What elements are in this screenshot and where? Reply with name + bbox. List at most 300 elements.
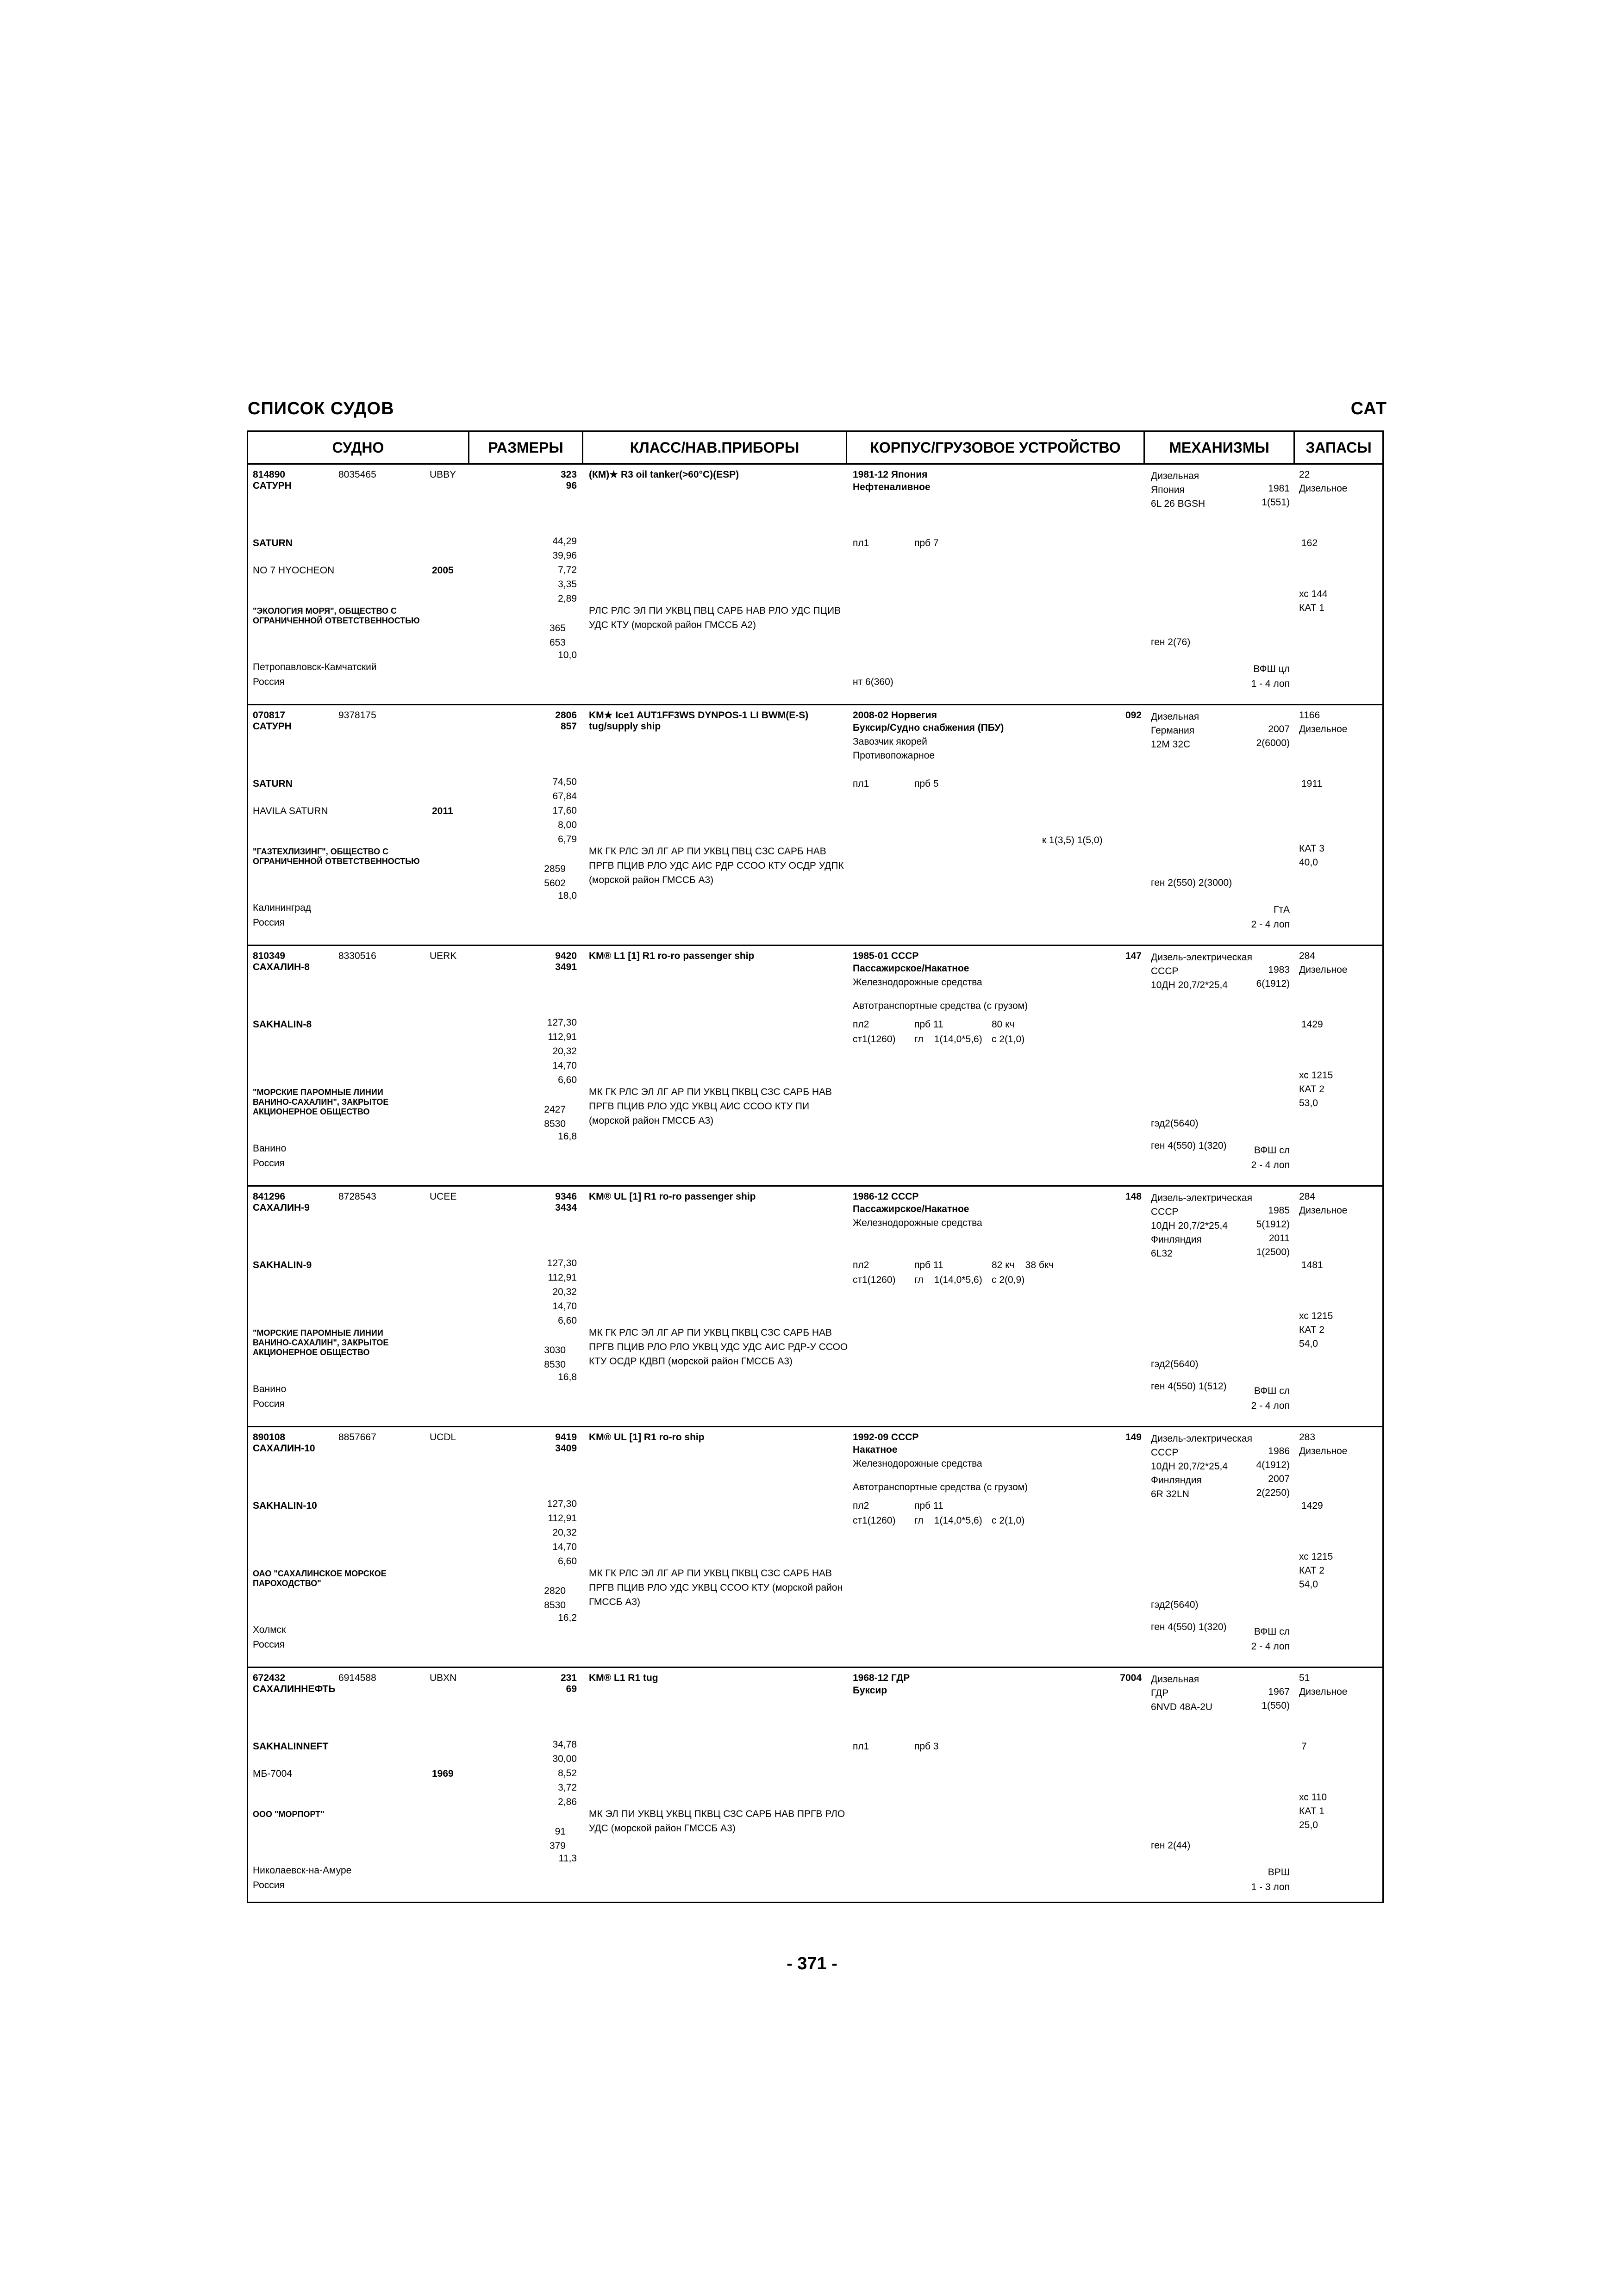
speed-value: 18,0: [558, 890, 577, 901]
engine-info: [1151, 710, 1199, 752]
tonnage-block: [512, 1432, 577, 1454]
text-line: 20,32: [552, 1527, 577, 1538]
page-number: - 371 -: [787, 1954, 837, 1973]
dimensions-block: [512, 1256, 577, 1328]
tonnage-block: [512, 1191, 577, 1213]
build-date-country: 2008-02 Норвегия: [853, 710, 937, 721]
text-line: Противопожарное: [853, 750, 935, 761]
engine2-info: [1151, 1233, 1202, 1261]
cargo-cell: ст1(1260): [853, 1515, 896, 1526]
imo-number: 9378175: [338, 710, 376, 721]
text-line: 5602: [544, 878, 566, 889]
text-line: 3434: [555, 1202, 577, 1213]
text-line: 6,79: [558, 834, 577, 845]
cargo-cell: прб 11: [914, 1500, 943, 1511]
text-line: 112,91: [548, 1513, 577, 1524]
text-line: Железнодорожные средства: [853, 977, 982, 988]
former-name: NO 7 HYOCHEON: [253, 565, 335, 576]
propeller: [1197, 1865, 1290, 1895]
vessel-record: [248, 465, 1382, 705]
dimensions-block: [512, 775, 577, 846]
text-line: 6R 32LN: [1151, 1489, 1189, 1500]
vessel-latin-name: SAKHALINNEFT: [253, 1741, 329, 1752]
text-line: 67,84: [552, 791, 577, 802]
text-line: Дизельная: [1151, 471, 1199, 481]
stores-fuel-qty: 1166: [1299, 710, 1320, 721]
text-line: Финляндия: [1151, 1234, 1202, 1245]
col-header-vessel: СУДНО: [248, 432, 469, 463]
text-line: Накатное: [853, 1444, 898, 1455]
text-line: 9419: [555, 1432, 577, 1443]
text-line: 2427: [544, 1104, 566, 1115]
text-line: ген 2(550) 2(3000): [1151, 877, 1232, 888]
text-line: 2 - 4 лоп: [1251, 1641, 1290, 1652]
vessel-record: [248, 1668, 1382, 1905]
stores-water: 7: [1301, 1741, 1307, 1752]
cargo-cell: пл1: [853, 778, 869, 789]
text-line: 8530: [544, 1600, 566, 1611]
former-name-year: 2011: [432, 806, 453, 816]
build-date-country: 1985-01 СССР: [853, 951, 919, 961]
stores-fuel-qty: 283: [1299, 1432, 1316, 1443]
text-line: Буксир: [853, 1685, 887, 1696]
vessel-latin-name: SAKHALIN-9: [253, 1260, 312, 1270]
vessel-latin-name: SATURN: [253, 778, 293, 789]
vessel-name: САТУРН: [253, 480, 292, 491]
speed-value: 16,8: [558, 1372, 577, 1382]
vessel-latin-name: SAKHALIN-10: [253, 1500, 317, 1511]
call-sign: UBXN: [430, 1673, 457, 1683]
generators: [1151, 872, 1232, 894]
text-line: ВФШ сл: [1254, 1626, 1290, 1637]
stores-water: 162: [1301, 538, 1318, 548]
class-notation: KM® UL [1] R1 ro-ro passenger ship: [589, 1191, 756, 1202]
speed-value: 16,2: [558, 1612, 577, 1623]
stores-fuel-qty: 284: [1299, 1191, 1316, 1202]
reg-number: 814890: [253, 469, 286, 480]
vessel-type: [853, 1443, 1028, 1494]
text-line: СССР: [1151, 1207, 1179, 1217]
cargo-cell: пл2: [853, 1019, 869, 1030]
engine2-year: 2011: [1268, 1233, 1290, 1244]
call-sign: UERK: [430, 951, 457, 961]
text-line: ВФШ цл: [1253, 664, 1290, 674]
text-line: 365: [549, 623, 566, 634]
generators: [1151, 631, 1190, 653]
text-line: ВФШ сл: [1254, 1386, 1290, 1396]
cargo-cell: прб 3: [914, 1741, 939, 1752]
call-sign: UBBY: [430, 469, 456, 480]
text-line: 2806: [555, 710, 577, 721]
engine-power: 2(6000): [1256, 738, 1290, 748]
text-line: ОАО "САХАЛИНСКОЕ МОРСКОЕ: [253, 1569, 387, 1578]
engine-year: 1981: [1268, 483, 1290, 494]
text-line: 2,89: [558, 593, 577, 604]
cargo-cell: с 2(0,9): [992, 1275, 1025, 1285]
stores-hs: хс 1215: [1299, 1551, 1333, 1562]
propeller: [1197, 1624, 1290, 1654]
build-number: 092: [1125, 710, 1142, 721]
engine2-year: 2007: [1268, 1474, 1290, 1484]
flag-country: Россия: [253, 1639, 285, 1650]
vessel-name: САХАЛИН-10: [253, 1443, 315, 1454]
text-line: 6L32: [1151, 1248, 1173, 1259]
text-line: ВРШ: [1268, 1867, 1290, 1878]
build-date-country: 1992-09 СССР: [853, 1432, 919, 1443]
engine-info: [1151, 469, 1205, 511]
text-line: Япония: [1151, 485, 1185, 495]
text-line: 8530: [544, 1119, 566, 1129]
nav-equipment: РЛС РЛС ЭЛ ПИ УКВЦ ПВЦ САРБ НАВ РЛО УДС ПЦИВ УДС КТУ (морской район ГМССБ А2): [589, 605, 841, 630]
text-line: 14,70: [552, 1060, 577, 1071]
text-line: ГтА: [1274, 904, 1290, 915]
cargo-cell: ст1(1260): [853, 1034, 896, 1045]
text-line: 8530: [544, 1359, 566, 1370]
vessel-type: [853, 1684, 887, 1698]
former-name-year: 1969: [432, 1768, 454, 1779]
text-line: 112,91: [548, 1032, 577, 1042]
cargo-cell: прб 5: [914, 778, 939, 789]
col-header-hull: КОРПУС/ГРУЗОВОЕ УСТРОЙСТВО: [847, 432, 1145, 463]
engine-year: 2007: [1268, 724, 1290, 734]
vessel-name: САТУРН: [253, 721, 292, 732]
engine-power: 1(551): [1262, 497, 1290, 508]
home-port: Ванино: [253, 1143, 287, 1154]
text-line: Нефтеналивное: [853, 482, 931, 492]
text-line: 74,50: [552, 777, 577, 787]
text-line: 7,72: [558, 565, 577, 575]
vessel-type: [853, 721, 1004, 763]
engine-power: 5(1912): [1256, 1219, 1290, 1230]
cargo-cell: пл1: [853, 1741, 869, 1752]
stores-category: КАТ 2: [1299, 1565, 1324, 1576]
text-line: 34,78: [552, 1739, 577, 1750]
text-line: Дизельная: [1151, 1674, 1199, 1685]
stores-category: КАТ 2: [1299, 1325, 1324, 1335]
stores-water: 1429: [1301, 1019, 1323, 1030]
cargo-cell: 82 кч 38 бкч: [992, 1260, 1054, 1270]
reg-number: 070817: [253, 710, 286, 721]
stores-fuel-type: Дизельное: [1299, 1205, 1348, 1216]
cargo-cell: пл1: [853, 538, 869, 548]
engine-power: 1(550): [1262, 1700, 1290, 1711]
text-line: 12M 32C: [1151, 739, 1191, 750]
nav-equipment: МК ГК РЛС ЭЛ ЛГ АР ПИ УКВЦ ПКВЦ СЗС САРБ НАВ ПРГВ ПЦИВ РЛО УДС УКВЦ АИС ССОО КТУ ПИ (морской район ГМССБ А3): [589, 1087, 832, 1126]
stores-water: 1481: [1301, 1260, 1323, 1270]
cargo-cell: с 2(1,0): [992, 1034, 1025, 1045]
text-line: 323: [560, 469, 577, 480]
text-line: гэд2(5640): [1151, 1118, 1199, 1129]
vessel-name: САХАЛИННЕФТЬ: [253, 1684, 336, 1694]
text-line: 6,60: [558, 1556, 577, 1567]
text-line: 857: [560, 721, 577, 732]
text-line: [853, 989, 1028, 999]
cargo-cell: гл 1(14,0*5,6): [914, 1515, 982, 1526]
imo-number: 8857667: [338, 1432, 376, 1443]
engine-year: 1985: [1268, 1205, 1290, 1216]
text-line: 653: [549, 637, 566, 648]
class-notation: KM® L1 [1] R1 ro-ro passenger ship: [589, 951, 755, 961]
nav-equipment: МК ГК РЛС ЭЛ ЛГ АР ПИ УКВЦ ПКВЦ СЗС САРБ НАВ ПРГВ ПЦИВ РЛО УДС УКВЦ ССОО КТУ (морской район ГМССБ А3): [589, 1568, 843, 1607]
stores-extra: 40,0: [1299, 857, 1318, 868]
reg-number: 810349: [253, 951, 286, 961]
tonnage-block: [512, 951, 577, 973]
engine-power: 4(1912): [1256, 1460, 1290, 1470]
stores-fuel-qty: 51: [1299, 1673, 1310, 1683]
text-line: 69: [566, 1684, 577, 1694]
home-port: Петропавловск-Камчатский: [253, 662, 377, 672]
text-line: гэд2(5640): [1151, 1599, 1199, 1610]
former-name-year: 2005: [432, 565, 454, 576]
deadweight-block: [501, 621, 566, 650]
text-line: 17,60: [552, 805, 577, 816]
text-line: Автотранспортные средства (с грузом): [853, 1001, 1028, 1011]
col-header-machinery: МЕХАНИЗМЫ: [1145, 432, 1295, 463]
text-line: СССР: [1151, 966, 1179, 977]
text-line: 30,00: [552, 1754, 577, 1764]
text-line: 3,35: [558, 579, 577, 590]
text-line: 2 - 4 лоп: [1251, 1400, 1290, 1411]
home-port: Холмск: [253, 1624, 286, 1635]
imo-number: 8035465: [338, 469, 376, 480]
former-name: HAVILA SATURN: [253, 806, 328, 816]
text-line: Автотранспортные средства (с грузом): [853, 1482, 1028, 1493]
text-line: Железнодорожные средства: [853, 1458, 982, 1469]
text-line: СССР: [1151, 1447, 1179, 1458]
stores-hs: хс 144: [1299, 589, 1328, 599]
text-line: АКЦИОНЕРНОЕ ОБЩЕСТВО: [253, 1107, 370, 1116]
stores-category: КАТ 1: [1299, 603, 1324, 613]
text-line: ген 4(550) 1(512): [1151, 1381, 1227, 1392]
text-line: 6NVD 48A-2U: [1151, 1702, 1213, 1712]
propeller: [1197, 902, 1290, 932]
owner: [253, 847, 420, 866]
text-line: 20,32: [552, 1046, 577, 1057]
text-line: 127,30: [547, 1258, 577, 1269]
engine-year: 1983: [1268, 964, 1290, 975]
cargo-cell: прб 11: [914, 1260, 943, 1270]
text-line: "МОРСКИЕ ПАРОМНЫЕ ЛИНИИ: [253, 1088, 383, 1097]
stores-hs: хс 1215: [1299, 1070, 1333, 1081]
text-line: ген 4(550) 1(320): [1151, 1622, 1227, 1632]
text-line: 8,52: [558, 1768, 577, 1779]
text-line: ген 2(76): [1151, 637, 1191, 647]
propeller: [1197, 1384, 1290, 1413]
text-line: 14,70: [552, 1542, 577, 1552]
build-number: 147: [1125, 951, 1142, 961]
cargo-cranes: к 1(3,5) 1(5,0): [1042, 835, 1103, 846]
text-line: 14,70: [552, 1301, 577, 1312]
col-header-stores: ЗАПАСЫ: [1305, 439, 1372, 456]
owner: [253, 1088, 388, 1117]
cargo-cell: гл 1(14,0*5,6): [914, 1034, 982, 1045]
call-sign: UCEE: [430, 1191, 457, 1202]
engine-info: [1151, 1673, 1212, 1714]
text-line: 127,30: [547, 1017, 577, 1028]
owner: [253, 1328, 388, 1357]
dimensions-block: [512, 1015, 577, 1087]
text-line: Дизельная: [1151, 711, 1199, 722]
vessel-latin-name: SATURN: [253, 538, 293, 548]
stores-extra: 54,0: [1299, 1338, 1318, 1349]
nav-equipment: МК ЭЛ ПИ УКВЦ УКВЦ ПКВЦ СЗС САРБ НАВ ПРГВ РЛО УДС (морской район ГМССБ А3): [589, 1809, 845, 1834]
text-line: ПАРОХОДСТВО": [253, 1579, 321, 1588]
engine2-info: [1151, 1474, 1202, 1501]
nav-equipment: МК ГК РЛС ЭЛ ЛГ АР ПИ УКВЦ ПКВЦ СЗС САРБ НАВ ПРГВ ПЦИВ РЛО РЛО УКВЦ УДС УДС АИС РДР-У ССОО КТУ ОСДР КДВП (морской район ГМССБ А3): [589, 1327, 848, 1367]
text-line: "ГАЗТЕХЛИЗИНГ", ОБЩЕСТВО С: [253, 847, 389, 856]
cargo-cell: прб 11: [914, 1019, 943, 1030]
text-line: 1 - 3 лоп: [1251, 1882, 1290, 1892]
text-line: 6L 26 BGSH: [1151, 498, 1206, 509]
speed-value: 10,0: [558, 650, 577, 660]
vessel-record: [248, 705, 1382, 946]
tonnage-block: [512, 1673, 577, 1695]
engine-power: 6(1912): [1256, 978, 1290, 989]
flag-country: Россия: [253, 677, 285, 687]
stores-extra: 53,0: [1299, 1098, 1318, 1108]
text-line: "МОРСКИЕ ПАРОМНЫЕ ЛИНИИ: [253, 1328, 383, 1338]
propeller: [1197, 662, 1290, 691]
text-line: Германия: [1151, 725, 1195, 736]
text-line: 231: [560, 1673, 577, 1683]
deadweight-block: [501, 1343, 566, 1372]
vessel-type: [853, 480, 931, 494]
build-number: 149: [1125, 1432, 1142, 1443]
text-line: 127,30: [547, 1499, 577, 1509]
text-line: Пассажирское/Накатное: [853, 1204, 969, 1214]
vessel-record: [248, 1187, 1382, 1427]
vessel-latin-name: SAKHALIN-8: [253, 1019, 312, 1030]
text-line: ВАНИНО-САХАЛИН", ЗАКРЫТОЕ: [253, 1338, 389, 1347]
text-line: 9346: [555, 1191, 577, 1202]
deadweight-block: [501, 1584, 566, 1612]
stores-fuel-type: Дизельное: [1299, 724, 1348, 734]
stores-fuel-qty: 284: [1299, 951, 1316, 961]
build-number: 148: [1125, 1191, 1142, 1202]
text-line: 2 - 4 лоп: [1251, 919, 1290, 930]
deadweight-block: [501, 862, 566, 890]
class-notation: KM★ Ice1 AUT1FF3WS DYNPOS-1 LI BWM(E-S): [589, 710, 809, 721]
text-line: 20,32: [552, 1287, 577, 1297]
stores-hs: хс 1215: [1299, 1311, 1333, 1321]
text-line: 44,29: [552, 536, 577, 547]
cargo-cell: прб 7: [914, 538, 939, 548]
text-line: [853, 1471, 1028, 1481]
stores-hs: хс 110: [1299, 1792, 1327, 1803]
text-line: Пассажирское/Накатное: [853, 963, 969, 974]
deadweight-block: [501, 1102, 566, 1131]
cargo-cell: пл2: [853, 1260, 869, 1270]
nav-equipment: МК ГК РЛС ЭЛ ЛГ АР ПИ УКВЦ ПВЦ СЗС САРБ НАВ ПРГВ ПЦИВ РЛО УДС АИС РДР ССОО КТУ ОСДР УДПК (морской район ГМССБ А3): [589, 846, 844, 885]
flag-country: Россия: [253, 1880, 285, 1891]
propeller: [1197, 1143, 1290, 1173]
page-code: САТ: [1350, 399, 1387, 418]
engine-year: 1967: [1268, 1686, 1290, 1697]
build-date-country: 1968-12 ГДР: [853, 1673, 910, 1683]
text-line: 91: [555, 1826, 566, 1837]
flag-country: Россия: [253, 917, 285, 928]
stores-fuel-type: Дизельное: [1299, 1446, 1348, 1456]
reg-number: 841296: [253, 1191, 286, 1202]
text-line: ВФШ сл: [1254, 1145, 1290, 1156]
stores-water: 1429: [1301, 1500, 1323, 1511]
text-line: ООО "МОРПОРТ": [253, 1810, 325, 1819]
text-line: ОГРАНИЧЕННОЙ ОТВЕТСТВЕННОСТЬЮ: [253, 857, 420, 866]
text-line: 6,60: [558, 1315, 577, 1326]
deadweight-block: [501, 1824, 566, 1853]
speed-value: 11,3: [558, 1853, 577, 1864]
text-line: Завозчик якорей: [853, 736, 927, 747]
generators: [1151, 1835, 1190, 1857]
owner: [253, 606, 420, 626]
flag-country: Россия: [253, 1158, 285, 1169]
engine2-power: 2(2250): [1256, 1487, 1290, 1498]
text-line: 3409: [555, 1443, 577, 1454]
text-line: ген 4(550) 1(320): [1151, 1140, 1227, 1151]
stores-fuel-type: Дизельное: [1299, 483, 1348, 494]
stores-water: 1911: [1301, 778, 1323, 789]
vessel-type: [853, 962, 1028, 1013]
text-line: 9420: [555, 951, 577, 961]
stores-category: КАТ 1: [1299, 1806, 1324, 1817]
text-line: Буксир/Судно снабжения (ПБУ): [853, 722, 1004, 733]
home-port: Ванино: [253, 1384, 287, 1394]
text-line: 2859: [544, 864, 566, 874]
text-line: Дизель-электрическая: [1151, 1433, 1252, 1444]
text-line: 6,60: [558, 1075, 577, 1085]
vessel-record: [248, 946, 1382, 1187]
stores-extra: 54,0: [1299, 1579, 1318, 1590]
text-line: 2 - 4 лоп: [1251, 1160, 1290, 1170]
text-line: 10ДН 20,7/2*25,4: [1151, 980, 1228, 990]
text-line: Дизель-электрическая: [1151, 1193, 1252, 1203]
stores-category: КАТ 2: [1299, 1084, 1324, 1095]
vessel-record: [248, 1427, 1382, 1668]
col-header-class: КЛАСС/НАВ.ПРИБОРЫ: [583, 432, 847, 463]
text-line: гэд2(5640): [1151, 1359, 1199, 1369]
tonnage-block: [512, 710, 577, 732]
home-port: Калининград: [253, 902, 312, 913]
text-line: 10ДН 20,7/2*25,4: [1151, 1220, 1228, 1231]
text-line: 3030: [544, 1345, 566, 1356]
engine2-power: 1(2500): [1256, 1247, 1290, 1257]
text-line: 39,96: [552, 550, 577, 561]
stores-fuel-qty: 22: [1299, 469, 1310, 480]
text-line: 112,91: [548, 1272, 577, 1283]
text-line: "ЭКОЛОГИЯ МОРЯ", ОБЩЕСТВО С: [253, 606, 397, 616]
text-line: Финляндия: [1151, 1475, 1202, 1486]
vessel-type: [853, 1202, 982, 1230]
cargo-cell: пл2: [853, 1500, 869, 1511]
owner: [253, 1810, 325, 1819]
imo-number: 8330516: [338, 951, 376, 961]
class-subtype: tug/supply ship: [589, 721, 661, 732]
dimensions-block: [512, 534, 577, 606]
home-port: Николаевск-на-Амуре: [253, 1865, 352, 1876]
class-notation: KM® L1 R1 tug: [589, 1673, 658, 1683]
ship-table: [247, 430, 1384, 1903]
text-line: Дизель-электрическая: [1151, 952, 1252, 963]
text-line: 379: [549, 1841, 566, 1851]
engine-year: 1986: [1268, 1446, 1290, 1456]
build-date-country: 1981-12 Япония: [853, 469, 928, 480]
table-header: [248, 432, 1382, 465]
page-title: СПИСОК СУДОВ: [248, 399, 394, 418]
text-line: 10ДН 20,7/2*25,4: [1151, 1461, 1228, 1472]
text-line: Железнодорожные средства: [853, 1218, 982, 1228]
build-number: 7004: [1120, 1673, 1142, 1683]
owner: [253, 1569, 387, 1588]
